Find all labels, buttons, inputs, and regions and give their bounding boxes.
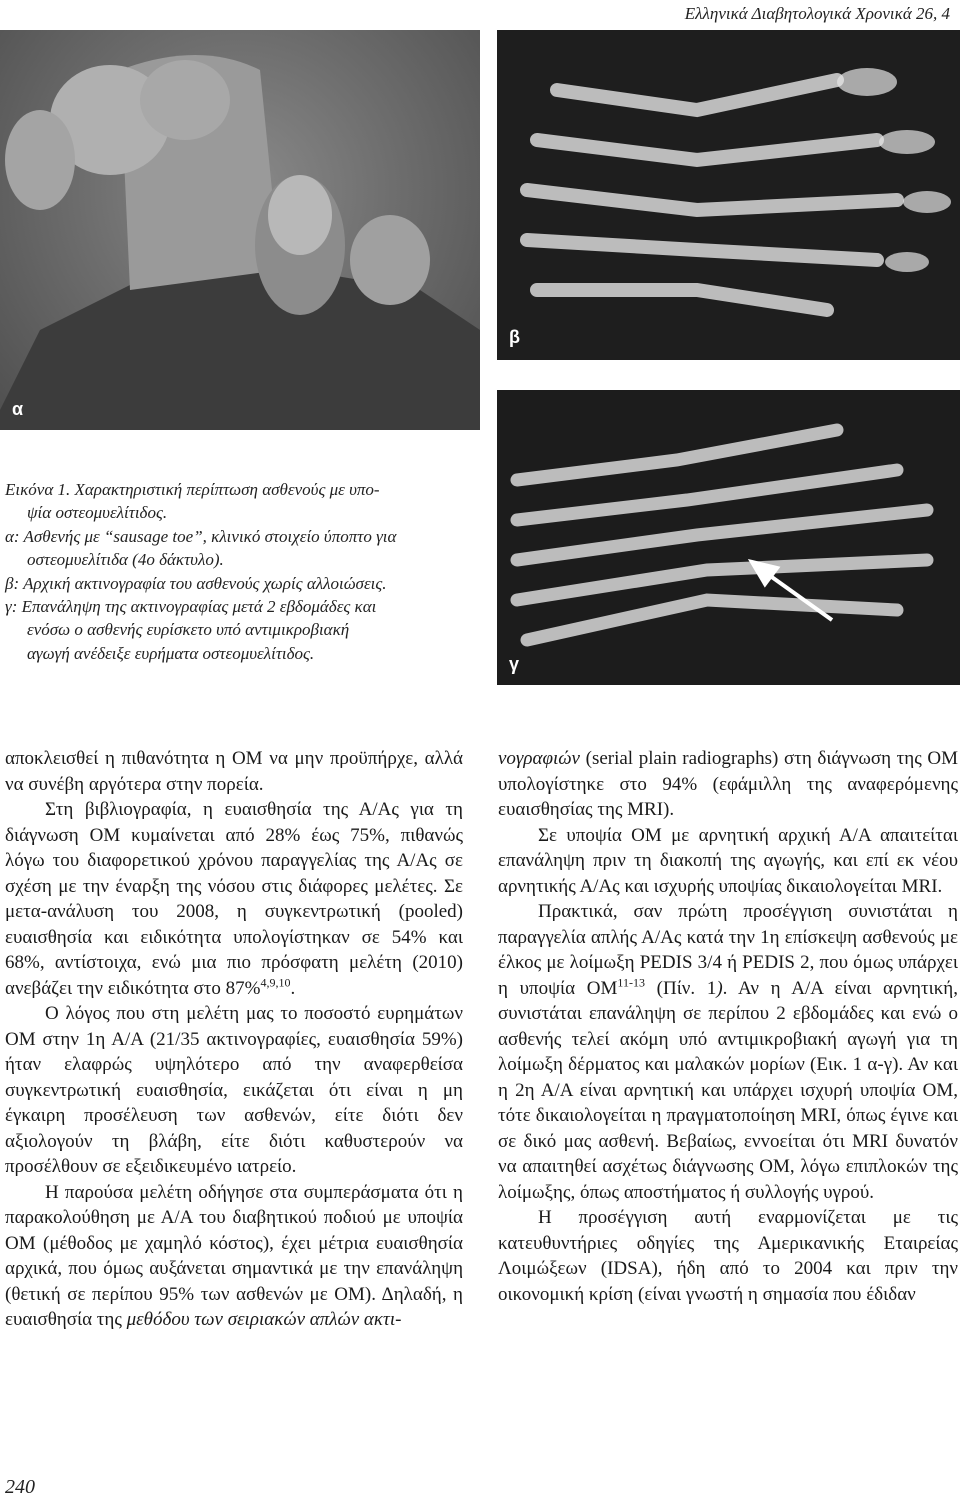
figure-xray-followup <box>497 390 960 685</box>
paragraph: Η παρούσα μελέτη οδήγησε στα συμπεράσματα ότι η παρακολούθηση με Α/Α του διαβητικού ποδιού με υποψία ΟΜ (μέθοδος με χαμηλό κόστος), έχει μέτρια ευαισθησία αρχικά, που όμως αυξάνεται σημαντικά με την επανάληψη (θετική σε περίπου 95% των ασθενών με ΟΜ). Δηλαδή, η ευαισθησία της μεθόδου των σειριακών απλών ακτι- <box>5 1181 463 1330</box>
caption-line: αγωγή ανέδειξε ευρήματα οστεομυελίτιδος. <box>27 643 315 663</box>
caption-line: ψία οστεομυελίτιδος. <box>27 503 168 523</box>
paragraph: Σε υποψία ΟΜ με αρνητική αρχική Α/Α απαιτείται επανάληψη πριν τη διακοπή της αγωγής, και επί εκ νέου αρνητικής Α/Ας και ισχυρής υποψίας δικαιολογείται MRI. <box>498 824 958 897</box>
figure-xray-initial <box>497 30 960 360</box>
panel-label-b: β <box>509 327 520 347</box>
right-column <box>498 746 958 1307</box>
caption-line: α: Ασθενής με “sausage toe”, κλινικό στοιχείο ύποπτο για <box>5 526 397 546</box>
paragraph: αποκλεισθεί η πιθανότητα η ΟΜ να μην προϋπήρχε, αλλά να συνέβη αργότερα στην πορεία. <box>5 748 463 795</box>
paragraph: Ο λόγος που στη μελέτη μας το ποσοστό ευρημάτων ΟΜ στην 1η Α/Α (21/35 ακτινογραφίες, ευαισθησία 59%) ήταν ελαφρώς υψηλότερο από την αναφερθείσα συγκεντρωτική ευαισθησία, εικάζεται ότι είναι η μη έγκαιρη προσέλευση των ασθενών, είτε διότι δεν αξιολογούν τη βλάβη, είτε διότι καθυστερούν να προσέλθουν σε εξειδικευμένο ιατρείο. <box>5 1003 463 1177</box>
caption-line: β: Αρχική ακτινογραφία του ασθενούς χωρίς αλλοιώσεις. <box>5 573 387 593</box>
caption-line: οστεομυελίτιδα (4ο δάκτυλο). <box>27 550 224 570</box>
caption-line: Εικόνα 1. Χαρακτηριστική περίπτωση ασθενούς με υπο- <box>5 480 380 499</box>
paragraph: Πρακτικά, σαν πρώτη προσέγγιση συνιστάται η παραγγελία απλής Α/Ας κατά την 1η επίσκεψη ασθενούς με έλκος με λοίμωξη PEDIS 3/4 ή PEDIS 2, που όμως υπάρχει η υποψία ΟΜ$^{11-13}$ (Πίν. 1). Αν η Α/Α είναι αρνητική, συνιστάται επανάληψη σε περίπου 2 εβδομάδες και ενώ ο ασθενής τελεί ακόμη υπό αντιμικροβιακή αγωγή για τη λοίμωξη δέρματος και μαλακών μορίων (Εικ. 1 α-γ). Αν και η 2η Α/Α είναι αρνητική και υπάρχει ισχυρή υποψία ΟΜ, τότε δικαιολογείται η πραγματοποίηση MRI, όπως έγινε και σε δικό μας ασθενή. Βεβαίως, ενvoείται ότι MRI δυνατόν να απαιτηθεί ασχέτως διάγνωσης ΟΜ, λόγω επιπλοκών της λοίμωξης, όπως αποστήματος ή συλλογής υγρού. <box>498 901 958 1203</box>
figure-photo-sausage-toe <box>0 30 480 430</box>
running-head: Ελληνικά Διαβητολογικά Χρονικά 26, 4 <box>684 4 950 23</box>
figure-caption <box>5 478 467 665</box>
paragraph: Η προσέγγιση αυτή εναρμονίζεται με τις κατευθυντήριες οδηγίες της Αμερικανικής Εταιρείας Λοιμώξεων (IDSA), ήδη από το 2004 και πριν την οικονομική κρίση (είναι γνωστή η σημασία που έδιδαν <box>498 1207 958 1305</box>
caption-line: γ: Επανάληψη της ακτινογραφίας μετά 2 εβδομάδες και <box>5 597 377 617</box>
paragraph: Στη βιβλιογραφία, η ευαισθησία της Α/Ας για τη διάγνωση ΟΜ κυμαίνεται από 28% έως 75%, πιθανώς λόγω του διαφορετικού χρόνου παραγγελίας της Α/Ας σε σχέση με την έναρξη της νόσου στις διάφορες μελέτες. Σε μετα-ανάλυση του 2008, η συγκεντρωτική (pooled) ευαισθησία και ειδικότητα υπολογίστηκαν σε 54% και 68%, αντίστοιχα, ενώ μια πιο πρόσφατη μελέτη (2010) ανεβάζει την ειδικότητα στο 87%$^{4,9,10}$. <box>5 799 463 999</box>
page-number: 240 <box>5 1476 35 1498</box>
left-column <box>5 746 463 1333</box>
panel-label-c: γ <box>509 654 520 674</box>
paragraph: νογραφιών (serial plain radiographs) στη διάγνωση της ΟΜ υπολογίστηκε στο 94% (εφάμιλλη της αναφερόμενης ευαισθησίας της MRI). <box>498 748 958 820</box>
caption-line: ενόσω ο ασθενής ευρίσκετο υπό αντιμικροβιακή <box>27 620 350 640</box>
panel-label-a: α <box>12 399 24 419</box>
